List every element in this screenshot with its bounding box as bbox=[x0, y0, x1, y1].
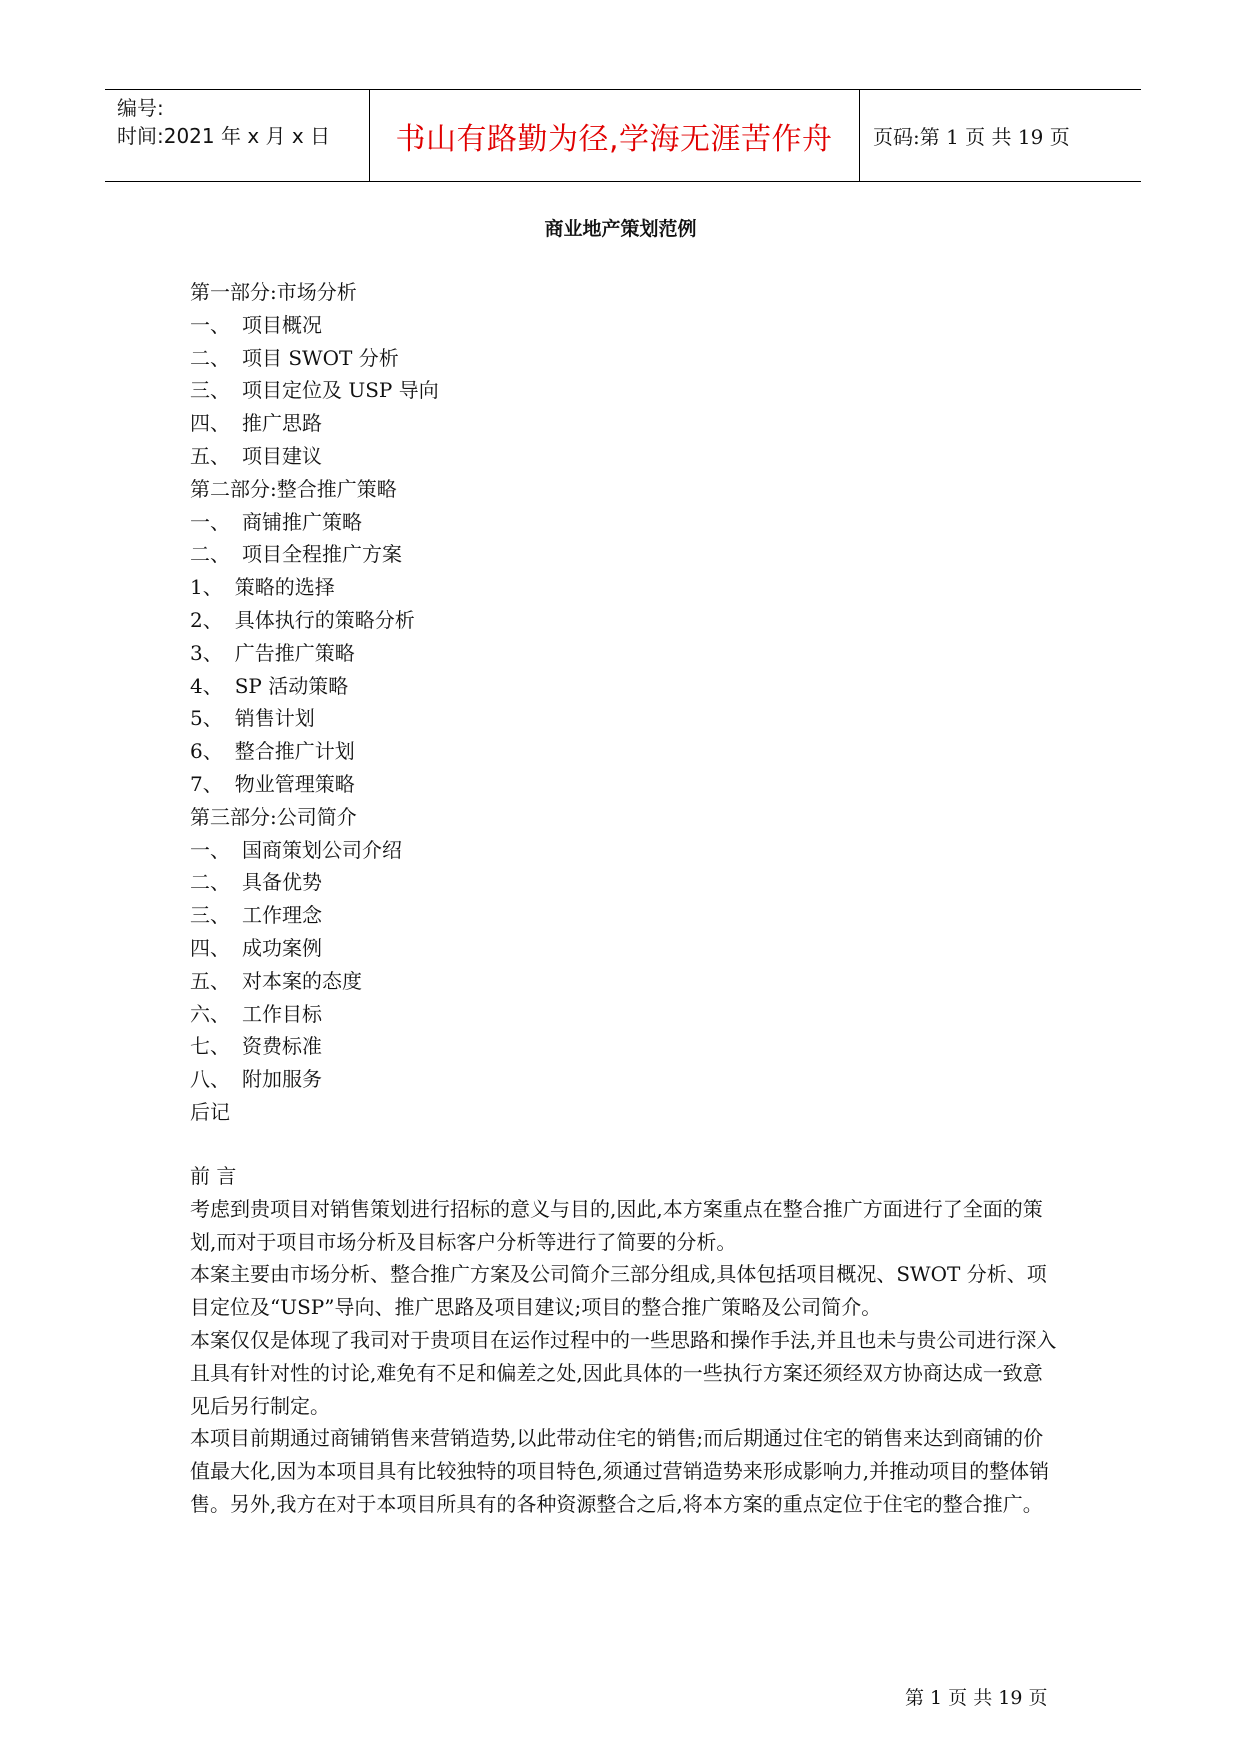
toc-item-text: 具体执行的策略分析 bbox=[234, 607, 415, 632]
toc-item bbox=[190, 637, 439, 670]
document-time-label: 时间:2021 年 x 月 x 日 bbox=[117, 124, 331, 148]
toc-item-marker: 三、 bbox=[190, 378, 230, 403]
toc-item bbox=[190, 801, 439, 834]
toc-item bbox=[190, 998, 439, 1031]
toc-item-marker: 五、 bbox=[190, 968, 230, 993]
toc-item-marker: 7、 bbox=[190, 771, 223, 796]
toc-item bbox=[190, 702, 439, 735]
toc-item bbox=[190, 899, 439, 932]
toc-item-text: 销售计划 bbox=[234, 706, 315, 731]
document-title: 商业地产策划范例 bbox=[544, 218, 697, 240]
toc-item bbox=[190, 1063, 439, 1096]
toc-item bbox=[190, 538, 439, 571]
toc-item-marker: 四、 bbox=[190, 935, 230, 960]
toc-item bbox=[190, 506, 439, 539]
toc-item bbox=[190, 932, 439, 965]
toc-item-marker: 1、 bbox=[190, 575, 223, 600]
toc-item-marker: 八、 bbox=[190, 1067, 230, 1092]
toc-item bbox=[190, 834, 439, 867]
preface-paragraph: 本案主要由市场分析、整合推广方案及公司简介三部分组成,具体包括项目概况、SWOT 分析、项目定位及“USP”导向、推广思路及项目建议;项目的整合推广策略及公司简介。 bbox=[190, 1262, 1047, 1320]
toc-item-marker: 5、 bbox=[190, 706, 223, 731]
toc-item-marker: 一、 bbox=[190, 837, 230, 862]
toc-item-marker: 五、 bbox=[190, 443, 230, 468]
toc-item-text: 对本案的态度 bbox=[242, 968, 362, 993]
toc-item bbox=[190, 309, 439, 342]
toc-item bbox=[190, 342, 439, 375]
toc-item bbox=[190, 473, 439, 506]
toc-item-text: 推广思路 bbox=[242, 411, 322, 436]
toc-item bbox=[190, 604, 439, 637]
toc-item-text: 整合推广计划 bbox=[234, 739, 355, 764]
preface-paragraph: 考虑到贵项目对销售策划进行招标的意义与目的,因此,本方案重点在整合推广方面进行了全面的策划,而对于项目市场分析及目标客户分析等进行了简要的分析。 bbox=[190, 1196, 1043, 1254]
preface-paragraph: 本案仅仅是体现了我司对于贵项目在运作过程中的一些思路和操作手法,并且也未与贵公司进行深入且具有针对性的讨论,难免有不足和偏差之处,因此具体的一些执行方案还须经双方协商达成一致意见后另行制定。 bbox=[190, 1327, 1057, 1418]
toc-item-marker: 三、 bbox=[190, 903, 230, 928]
preface-heading: 前 言 bbox=[190, 1164, 237, 1188]
toc-item-marker: 第一部分: bbox=[190, 280, 277, 304]
toc-item-marker: 一、 bbox=[190, 312, 230, 337]
toc-item-text: 项目定位及 USP 导向 bbox=[242, 378, 439, 403]
toc-item-marker: 4、 bbox=[190, 673, 223, 698]
toc-item-text: 策略的选择 bbox=[234, 575, 335, 600]
toc-item-marker: 二、 bbox=[190, 870, 230, 895]
toc-item bbox=[190, 407, 439, 440]
toc-item-text: 广告推广策略 bbox=[234, 640, 355, 665]
toc-item bbox=[190, 374, 439, 407]
toc-item-text: 公司简介 bbox=[276, 804, 357, 829]
toc-item-text: 项目建议 bbox=[242, 443, 322, 468]
toc-item-text: 资费标准 bbox=[242, 1034, 322, 1059]
header-divider bbox=[859, 90, 860, 181]
toc-item-marker: 二、 bbox=[190, 345, 230, 370]
header-motto: 书山有路勤为径,学海无涯苦作舟 bbox=[395, 121, 833, 157]
preface-section bbox=[190, 1160, 1060, 1521]
toc-item-text: 项目概况 bbox=[242, 312, 322, 337]
document-header bbox=[105, 89, 1141, 182]
preface-paragraph: 本项目前期通过商铺销售来营销造势,以此带动住宅的销售;而后期通过住宅的销售来达到商铺的价值最大化,因为本项目具有比较独特的项目特色,须通过营销造势来形成影响力,并推动项目的整体销售。另外,我方在对于本项目所具有的各种资源整合之后,将本方案的重点定位于住宅的整合推广。 bbox=[190, 1426, 1050, 1516]
toc-item-marker: 六、 bbox=[190, 1001, 230, 1026]
toc-item bbox=[190, 1030, 439, 1063]
toc-item bbox=[190, 440, 439, 473]
toc-item bbox=[190, 866, 439, 899]
toc-item-marker: 第二部分: bbox=[190, 476, 277, 501]
toc-item-text: 整合推广策略 bbox=[276, 476, 397, 501]
header-page-code: 页码:第 1 页 共 19 页 bbox=[873, 125, 1070, 149]
toc-item-marker: 一、 bbox=[190, 509, 230, 534]
toc-item-text: 项目 SWOT 分析 bbox=[242, 345, 399, 370]
header-meta bbox=[117, 94, 330, 150]
toc-item-text: 物业管理策略 bbox=[234, 771, 355, 796]
toc-item-text: 工作理念 bbox=[242, 903, 322, 928]
toc-item-text: 项目全程推广方案 bbox=[242, 542, 402, 567]
toc-item-marker: 6、 bbox=[190, 739, 223, 764]
toc-item bbox=[190, 768, 439, 801]
toc-item-marker: 后记 bbox=[190, 1099, 230, 1124]
toc-item bbox=[190, 1096, 439, 1129]
toc-item bbox=[190, 571, 439, 604]
document-number-label: 编号: bbox=[117, 96, 164, 120]
toc-item-marker: 3、 bbox=[190, 640, 223, 665]
toc-item-marker: 第三部分: bbox=[190, 804, 277, 829]
toc-item-marker: 七、 bbox=[190, 1034, 230, 1059]
toc-item-marker: 四、 bbox=[190, 411, 230, 436]
toc-item-text: 具备优势 bbox=[242, 870, 322, 895]
toc-item-text: SP 活动策略 bbox=[234, 673, 349, 698]
toc-item-marker: 2、 bbox=[190, 607, 223, 632]
toc-item-text: 国商策划公司介绍 bbox=[242, 837, 402, 862]
toc-item bbox=[190, 965, 439, 998]
toc-item-text: 附加服务 bbox=[242, 1067, 322, 1092]
page-footer: 第 1 页 共 19 页 bbox=[905, 1687, 1048, 1709]
toc-item-text: 市场分析 bbox=[276, 280, 357, 304]
toc-item-text: 商铺推广策略 bbox=[242, 509, 362, 534]
toc-item-text: 成功案例 bbox=[242, 935, 322, 960]
toc-item bbox=[190, 670, 439, 703]
toc-item-text: 工作目标 bbox=[242, 1001, 322, 1026]
toc-item-marker: 二、 bbox=[190, 542, 230, 567]
toc-item bbox=[190, 735, 439, 768]
toc-item bbox=[190, 276, 439, 309]
table-of-contents bbox=[190, 276, 439, 1129]
